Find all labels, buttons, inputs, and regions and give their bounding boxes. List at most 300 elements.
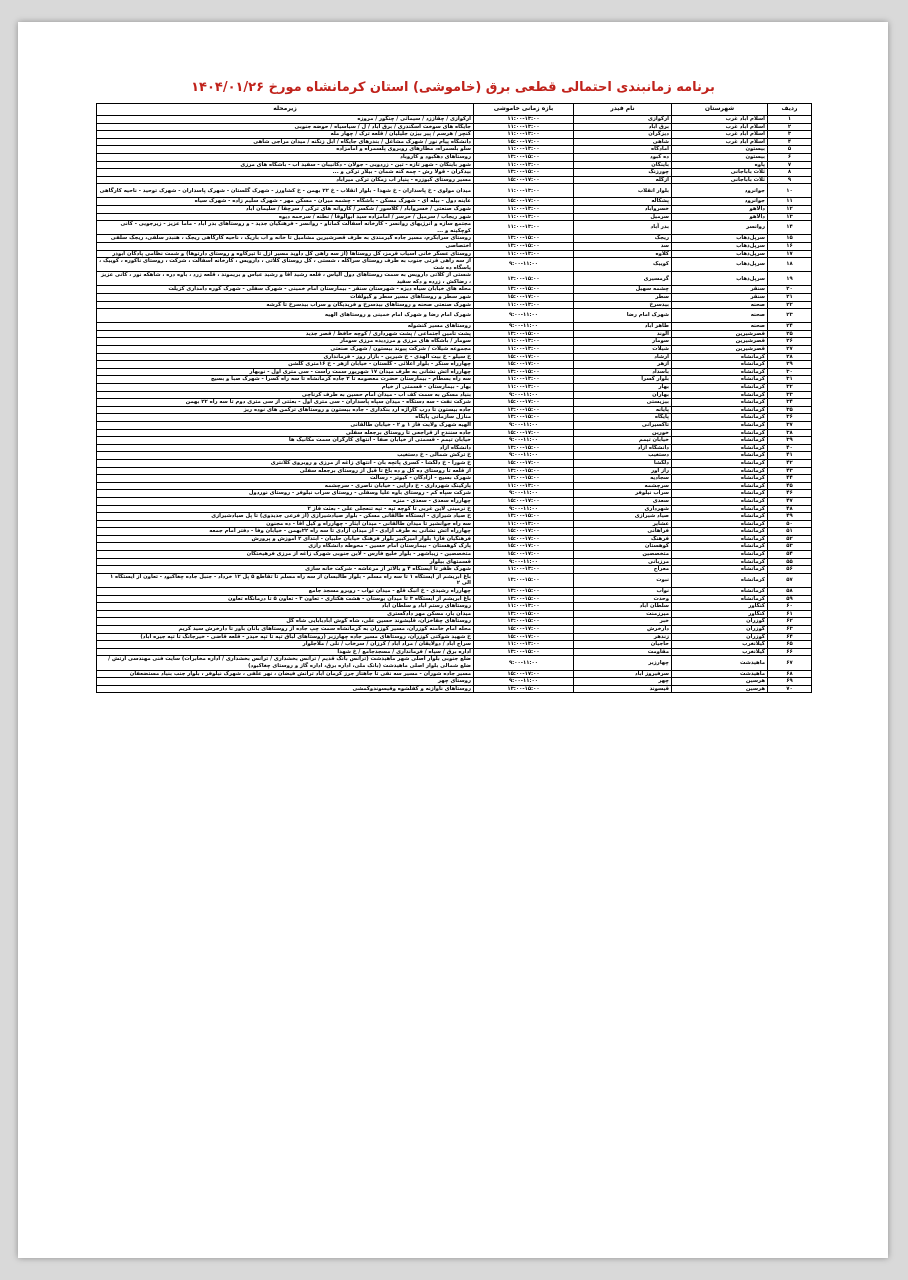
row-area: شستی از کلاتی دارویس به سمت روستاهای دول الیاس ، قلعه رشید آقا و رشید عباس و بریموند ، قلعه زرد ، باوه دره ، شاهکه نور ، کانی عزیز ، رضاکش ، زرده و دکه سفید — [97, 272, 474, 286]
table-row — [97, 444, 812, 452]
table-row — [97, 475, 812, 483]
row-number: ۴۲ — [768, 459, 812, 467]
row-area: چهارراه آتش نشانی به طرف آزادی - از میدان آزادی تا سه راه ۲۲بهمن - خیابان وفا - دفتر امام جمعه — [97, 528, 474, 536]
row-feeder: متخصصین — [574, 551, 672, 559]
row-area: شهر باینگان - شهر تازه - تین - زردویی - جولان - دکانیبان - سفید آب - باشگاه های مرزی — [97, 161, 474, 169]
row-city: قصرشیرین — [672, 338, 768, 346]
row-number: ۲۴ — [768, 323, 812, 331]
row-feeder: زندهر — [574, 633, 672, 641]
row-time-window: ۹:۰۰-۱۱:۰۰ — [474, 421, 574, 429]
row-city: ثلاث باباجانی — [672, 176, 768, 184]
row-feeder: سطر — [574, 294, 672, 302]
row-number: ۵۶ — [768, 566, 812, 574]
table-row — [97, 656, 812, 670]
header-time: بازه زمانی خاموشی — [474, 104, 574, 116]
row-area: کنچر / هرسم / پیر بیژن جلیلیان / قلعه ترک / چهار مله — [97, 131, 474, 139]
row-feeder: ارشاد — [574, 353, 672, 361]
row-time-window: ۱۳:۰۰-۱۵:۰۰ — [474, 648, 574, 656]
row-feeder: مرزبانی — [574, 558, 672, 566]
row-city: بیستون — [672, 146, 768, 154]
table-row — [97, 221, 812, 235]
row-number: ۲۹ — [768, 361, 812, 369]
row-time-window: ۱۵:۰۰-۱۷:۰۰ — [474, 138, 574, 146]
row-number: ۳۶ — [768, 414, 812, 422]
row-number: ۳۱ — [768, 376, 812, 384]
row-feeder: سرمیل — [574, 213, 672, 221]
row-area: ضلع جنوبی بلوار اصلی شهر ماهیدشت (ترانس بانک قدیم / ترانس بخشداری / ترانس بخشداری / اداره مخابرات) سایت فنی مهندسی ارتش / ضلع شمالی بلوار اصلی ماهیدشت (بانک ملی، اداره برق، اداره گاز و روستای چغاکبود) — [97, 656, 474, 670]
row-area: شهر ریجاب / سرمیل / حرسر / امامزاده سید ابوالوفا / نطنه / سرحمه دیوه — [97, 213, 474, 221]
row-city: کرمانشاه — [672, 391, 768, 399]
row-number: ۴۳ — [768, 467, 812, 475]
row-number: ۲۶ — [768, 338, 812, 346]
row-number: ۶۳ — [768, 626, 812, 634]
row-number: ۳۴ — [768, 399, 812, 407]
row-city: سنقر — [672, 286, 768, 294]
table-row — [97, 459, 812, 467]
table-row — [97, 376, 812, 384]
row-time-window: ۱۳:۰۰-۱۵:۰۰ — [474, 272, 574, 286]
row-city: قصرشیرین — [672, 346, 768, 354]
row-time-window: ۱۵:۰۰-۱۷:۰۰ — [474, 429, 574, 437]
table-row — [97, 169, 812, 177]
table-row — [97, 123, 812, 131]
row-time-window: ۱۵:۰۰-۱۷:۰۰ — [474, 198, 574, 206]
row-feeder: ارکوازی — [574, 116, 672, 124]
row-time-window: ۱۵:۰۰-۱۷:۰۰ — [474, 528, 574, 536]
row-city: صحنه — [672, 309, 768, 323]
row-time-window: ۱۳:۰۰-۱۵:۰۰ — [474, 618, 574, 626]
row-city: کرمانشاه — [672, 459, 768, 467]
row-feeder: برق آباد — [574, 123, 672, 131]
row-time-window: ۱۱:۰۰-۱۳:۰۰ — [474, 376, 574, 384]
row-feeder: ازگله — [574, 176, 672, 184]
row-feeder: چهارزبر — [574, 656, 672, 670]
row-city: کرمانشاه — [672, 490, 768, 498]
outage-schedule-table — [96, 103, 812, 693]
row-feeder: سلطان آباد — [574, 603, 672, 611]
row-number: ۲۱ — [768, 294, 812, 302]
row-city: ماهیدشت — [672, 656, 768, 670]
row-area: روستای چهر — [97, 678, 474, 686]
table-row — [97, 213, 812, 221]
row-area: باغ ابریشم از ایستگاه ۳ تا میدان بوستان - هشت هکتاری - تعاون ۳ - تعاون ۵ تا درمانگاه تعاون — [97, 595, 474, 603]
table-row — [97, 520, 812, 528]
table-row — [97, 138, 812, 146]
row-city: سرپل‌ذهاب — [672, 235, 768, 243]
page-title: برنامه زمانبندی احتمالی قطعی برق (خاموشی) استان کرمانشاه مورخ ۱۴۰۴/۰۱/۲۶ — [191, 80, 715, 95]
row-area: میدان بار، مسکن مهر دادگستری — [97, 610, 474, 618]
table-row — [97, 131, 812, 139]
table-row — [97, 452, 812, 460]
table-row — [97, 505, 812, 513]
row-city: کرمانشاه — [672, 421, 768, 429]
table-row — [97, 384, 812, 392]
row-city: اسلام آباد غرب — [672, 116, 768, 124]
row-number: ۷ — [768, 161, 812, 169]
row-city: هرسین — [672, 685, 768, 693]
row-area: شهرک صنعتی / خسروآباد / کلاسور / شکسر / کاروانه های ترکی / سرچقا / سلیمان آباد — [97, 205, 474, 213]
row-number: ۱۵ — [768, 235, 812, 243]
row-number: ۵۱ — [768, 528, 812, 536]
row-city: ماهیدشت — [672, 670, 768, 678]
table-row — [97, 146, 812, 154]
row-number: ۱۱ — [768, 198, 812, 206]
row-time-window: ۱۱:۰۰-۱۳:۰۰ — [474, 520, 574, 528]
row-feeder: میرزمنت — [574, 610, 672, 618]
row-city: کرمانشاه — [672, 497, 768, 505]
row-city: گوزران — [672, 618, 768, 626]
row-city: جوانرود — [672, 184, 768, 198]
row-area: روستای سرابگرم، مسیر جاده گیرمندی به طرف قصرشیرین مشامیل تا خانه و آب باریک ، ناحیه کارگاهی ریجک ، هنبدر سلفی، ریجک سلفی — [97, 235, 474, 243]
row-city: جوانرود — [672, 198, 768, 206]
table-header-row — [97, 104, 812, 116]
row-area: سه راه بسطام - بیمارستان حضرت معصومه تا ۲ جاده کرمانشاه تا سه راه کسرا - شهرک صبا و بسیج — [97, 376, 474, 384]
row-area: بیدکران - قولا رش - چمه کنه شمان - بیلار ترکی و ... — [97, 169, 474, 177]
row-area: اداره برق / سپاه / فرمانداری / مسجدجامع / خ شهدا — [97, 648, 474, 656]
row-feeder: سومار — [574, 338, 672, 346]
row-time-window: ۱۱:۰۰-۱۳:۰۰ — [474, 161, 574, 169]
row-feeder: پایانه — [574, 406, 672, 414]
row-city: کرمانشاه — [672, 573, 768, 587]
row-number: ۲۲ — [768, 301, 812, 309]
row-number: ۶۲ — [768, 618, 812, 626]
row-number: ۶۷ — [768, 656, 812, 670]
row-area: سلو بلسمراه، مطارهای روبروی پلسمراه و امامزاده — [97, 146, 474, 154]
row-feeder: بهار — [574, 384, 672, 392]
table-row — [97, 490, 812, 498]
row-feeder: حاجیان — [574, 641, 672, 649]
row-number: ۶۱ — [768, 610, 812, 618]
row-area: روستاهای دهکبود و کاروباد — [97, 153, 474, 161]
row-area: دانشگاه پیام نور / شهرک مشاغل / بندرهای جایگاه / ابل زنگنه / میدان مراجی شاهی — [97, 138, 474, 146]
row-number: ۱۳ — [768, 213, 812, 221]
row-time-window: ۱۳:۰۰-۱۵:۰۰ — [474, 610, 574, 618]
row-area: شرکت نفت - سه دستگاه - میدان سپاه پاسداران - سی متری اول - بعثتی از سی متری دوم تا سه راه ۲۲ بهمن — [97, 399, 474, 407]
row-area: دانشگاه آزاد — [97, 444, 474, 452]
row-feeder: چورزنگ — [574, 169, 672, 177]
row-time-window: ۹:۰۰-۱۱:۰۰ — [474, 323, 574, 331]
row-time-window: ۹:۰۰-۱۱:۰۰ — [474, 490, 574, 498]
row-area: خیابان تیمم - قسمتی از خیابان صفا - انتهای کارگران سمت مکانیک ها — [97, 437, 474, 445]
row-area: محله امام خامنه کوزران، مسیر کوزران به کرمانشاه سمت چپ جاده از روستاهای بانان باور تا دارخرش سید کریم — [97, 626, 474, 634]
row-time-window: ۱۳:۰۰-۱۵:۰۰ — [474, 330, 574, 338]
row-number: ۲۸ — [768, 353, 812, 361]
document-page — [18, 22, 888, 1258]
row-city: کرمانشاه — [672, 414, 768, 422]
table-row — [97, 421, 812, 429]
header-city: شهرستان — [672, 104, 768, 116]
row-city: گوزران — [672, 633, 768, 641]
row-number: ۴۰ — [768, 444, 812, 452]
row-time-window: ۱۳:۰۰-۱۵:۰۰ — [474, 235, 574, 243]
row-city: گوزران — [672, 626, 768, 634]
row-feeder: خبر — [574, 618, 672, 626]
row-feeder: دلگشا — [574, 459, 672, 467]
table-row — [97, 353, 812, 361]
row-time-window: ۹:۰۰-۱۱:۰۰ — [474, 678, 574, 686]
table-row — [97, 528, 812, 536]
table-row — [97, 670, 812, 678]
row-number: ۳۳ — [768, 391, 812, 399]
row-feeder: باسداد — [574, 368, 672, 376]
table-row — [97, 361, 812, 369]
row-time-window: ۱۵:۰۰-۱۷:۰۰ — [474, 353, 574, 361]
row-number: ۵۳ — [768, 543, 812, 551]
row-city: کرمانشاه — [672, 353, 768, 361]
row-feeder: ازهر — [574, 361, 672, 369]
table-row — [97, 437, 812, 445]
table-row — [97, 294, 812, 302]
row-time-window: ۹:۰۰-۱۱:۰۰ — [474, 558, 574, 566]
row-feeder: چشمه سهیل — [574, 286, 672, 294]
row-city: کرمانشاه — [672, 467, 768, 475]
row-city: بیستون — [672, 153, 768, 161]
table-row — [97, 482, 812, 490]
row-city: قصرشیرین — [672, 330, 768, 338]
row-number: ۱۲ — [768, 205, 812, 213]
row-time-window: ۹:۰۰-۱۱:۰۰ — [474, 437, 574, 445]
row-city: کرمانشاه — [672, 437, 768, 445]
row-area: خ شهید شوکتی کوزران، روستاهای مسیر جاده چهارزبر (روستاهای لباق تپه تا تپه حیدر - قلعه قاضی - خیرجانگ تا تپه جیره آباد) — [97, 633, 474, 641]
row-time-window: ۱۵:۰۰-۱۷:۰۰ — [474, 551, 574, 559]
row-feeder: پشکاله — [574, 198, 672, 206]
row-feeder: بدر آباد — [574, 221, 672, 235]
row-feeder: عشایر — [574, 520, 672, 528]
row-area: محله های خیابان سیاه دیزه - شهرستان سنقر - بیمارستان امام خمینی - شهرک سفلی - شهرک کوره دامداری کزیلت — [97, 286, 474, 294]
row-number: ۳۷ — [768, 421, 812, 429]
table-row — [97, 391, 812, 399]
row-city: سرپل‌ذهاب — [672, 250, 768, 258]
row-area: خ صیاد شیرازی - ایستگاه طالقانی مسکن - بلوار صیادشیرازی (از فرعی جدیدوی) تا پل صیادشیرازی — [97, 513, 474, 521]
row-area: خ شورا - خ دلگشا - کسری پاتچه بان - انتهای زاغه از مرزی و روبروی کلانتری — [97, 459, 474, 467]
row-feeder: بیزیستی — [574, 399, 672, 407]
row-area: چهارراه رشیدی - خ انبک قلع - میدان نواب - روبرو مسجد جامع — [97, 588, 474, 596]
row-feeder: صیاد شیرازی — [574, 513, 672, 521]
row-time-window: ۱۱:۰۰-۱۳:۰۰ — [474, 146, 574, 154]
row-feeder: دیزگران — [574, 131, 672, 139]
table-row — [97, 272, 812, 286]
row-city: کرمانشاه — [672, 543, 768, 551]
row-time-window: ۹:۰۰-۱۱:۰۰ — [474, 309, 574, 323]
table-row — [97, 641, 812, 649]
table-row — [97, 176, 812, 184]
row-feeder: چهر — [574, 678, 672, 686]
row-number: ۵۸ — [768, 588, 812, 596]
row-time-window: ۱۵:۰۰-۱۷:۰۰ — [474, 294, 574, 302]
table-row — [97, 558, 812, 566]
row-city: کرمانشاه — [672, 588, 768, 596]
row-time-window: ۹:۰۰-۱۱:۰۰ — [474, 505, 574, 513]
row-area: جایگاه های سوخت اسکندری / برق آباد / ل / سیاسیاه / حوضه جنوبی — [97, 123, 474, 131]
row-number: ۵۹ — [768, 595, 812, 603]
table-row — [97, 301, 812, 309]
table-row — [97, 198, 812, 206]
row-time-window: ۱۳:۰۰-۱۵:۰۰ — [474, 588, 574, 596]
row-time-window: ۱۵:۰۰-۱۷:۰۰ — [474, 633, 574, 641]
table-row — [97, 323, 812, 331]
row-feeder: قیسوند — [574, 685, 672, 693]
row-feeder: سعدی — [574, 497, 672, 505]
row-feeder: الوند — [574, 330, 672, 338]
row-number: ۶۵ — [768, 641, 812, 649]
row-time-window: ۱۱:۰۰-۱۳:۰۰ — [474, 482, 574, 490]
row-time-window: ۱۱:۰۰-۱۳:۰۰ — [474, 301, 574, 309]
row-time-window: ۱۵:۰۰-۱۷:۰۰ — [474, 670, 574, 678]
row-number: ۲۰ — [768, 286, 812, 294]
row-area: چهارراه سنگر - بلوار اعلائی - گلستان - خیابان ازهر - خ ۱۶متری گلشن — [97, 361, 474, 369]
row-area: پارکینگ شهرداری - خ دارایی - خیابان ناصری - سرچشمه — [97, 482, 474, 490]
row-city: دالاهو — [672, 205, 768, 213]
row-number: ۱۰ — [768, 184, 812, 198]
row-feeder: کوییک — [574, 258, 672, 272]
row-feeder: دستغیب — [574, 452, 672, 460]
table-row — [97, 467, 812, 475]
table-row — [97, 235, 812, 243]
row-area: جاده بیستون تا درب گاراژه آرد بنکداری - جاده بیستون و روستاهای ترکمن های نوده ریز — [97, 406, 474, 414]
table-row — [97, 551, 812, 559]
row-time-window: ۱۱:۰۰-۱۳:۰۰ — [474, 213, 574, 221]
row-city: روانسر — [672, 221, 768, 235]
row-city: کرمانشاه — [672, 452, 768, 460]
row-feeder: شهرک امام رضا — [574, 309, 672, 323]
row-city: هرسین — [672, 678, 768, 686]
row-time-window: ۱۵:۰۰-۱۷:۰۰ — [474, 497, 574, 505]
row-feeder: خورین — [574, 429, 672, 437]
row-time-window: ۱۳:۰۰-۱۵:۰۰ — [474, 414, 574, 422]
row-area: بهار - بیمارستان - قسمتی از خیام — [97, 384, 474, 392]
row-area: روستای عسگر خانی آسیاب قرمز، کل روستاها (از سه راهی کل داوید مسیر ازل تا تیرکاوه و روستای دارتوها) و شمت نظامی پادگان ابوذر — [97, 250, 474, 258]
row-number: ۵ — [768, 146, 812, 154]
row-time-window: ۱۵:۰۰-۱۷:۰۰ — [474, 176, 574, 184]
row-city: کرمانشاه — [672, 551, 768, 559]
row-number: ۴۹ — [768, 513, 812, 521]
row-number: ۶۰ — [768, 603, 812, 611]
row-city: کرمانشاه — [672, 376, 768, 384]
row-time-window: ۱۳:۰۰-۱۵:۰۰ — [474, 444, 574, 452]
row-feeder: خیابان تیمم — [574, 437, 672, 445]
row-number: ۱۶ — [768, 242, 812, 250]
row-time-window: ۱۵:۰۰-۱۷:۰۰ — [474, 535, 574, 543]
table-row — [97, 626, 812, 634]
row-area: مجموعه شیلات / شرکت پیوند بیستون / شهرک صنعتی — [97, 346, 474, 354]
row-city: کرمانشاه — [672, 444, 768, 452]
table-row — [97, 633, 812, 641]
table-row — [97, 610, 812, 618]
row-feeder: باینگان — [574, 161, 672, 169]
row-feeder: بیدسرخ — [574, 301, 672, 309]
table-row — [97, 242, 812, 250]
row-city: کرمانشاه — [672, 566, 768, 574]
row-time-window: ۱۳:۰۰-۱۵:۰۰ — [474, 475, 574, 483]
row-feeder: تاکسیرانی — [574, 421, 672, 429]
row-number: ۳ — [768, 131, 812, 139]
row-area: روستاهای ناوازنه و کفلشوه وقیسوندوکمشی — [97, 685, 474, 693]
row-time-window: ۱۱:۰۰-۱۳:۰۰ — [474, 131, 574, 139]
row-number: ۱۸ — [768, 258, 812, 272]
table-row — [97, 258, 812, 272]
row-number: ۴۴ — [768, 475, 812, 483]
row-number: ۷۰ — [768, 685, 812, 693]
row-city: اسلام آباد غرب — [672, 123, 768, 131]
row-number: ۶۴ — [768, 633, 812, 641]
table-row — [97, 513, 812, 521]
table-row — [97, 406, 812, 414]
row-city: سرپل‌ذهاب — [672, 242, 768, 250]
row-feeder: شاهی — [574, 138, 672, 146]
row-area: شهر سطر و روستاهای مسیر سطر و گیولقات — [97, 294, 474, 302]
row-city: صحنه — [672, 323, 768, 331]
row-number: ۵۴ — [768, 551, 812, 559]
row-time-window: ۱۳:۰۰-۱۵:۰۰ — [474, 595, 574, 603]
row-time-window: ۱۱:۰۰-۱۳:۰۰ — [474, 221, 574, 235]
row-time-window: ۱۱:۰۰-۱۳:۰۰ — [474, 116, 574, 124]
row-city: گیلانغرب — [672, 648, 768, 656]
table-row — [97, 685, 812, 693]
row-time-window: ۹:۰۰-۱۱:۰۰ — [474, 656, 574, 670]
row-city: گیلانغرب — [672, 641, 768, 649]
row-feeder: دانشگاه آزاد — [574, 444, 672, 452]
row-area: روستاهای چقاخزان، قلیشوند حسین علی، شاه گوش آبادبابایی شاه گل — [97, 618, 474, 626]
row-city: کرمانشاه — [672, 535, 768, 543]
row-time-window: ۱۵:۰۰-۱۷:۰۰ — [474, 626, 574, 634]
row-city: کرمانشاه — [672, 429, 768, 437]
row-time-window: ۱۱:۰۰-۱۳:۰۰ — [474, 250, 574, 258]
row-feeder: شهرداری — [574, 505, 672, 513]
row-feeder: ریجک — [574, 235, 672, 243]
table-row — [97, 399, 812, 407]
row-feeder: سرفیروز آباد — [574, 670, 672, 678]
row-time-window: ۱۱:۰۰-۱۳:۰۰ — [474, 384, 574, 392]
row-area: روستاهای رستم آباد و سلطان اباد — [97, 603, 474, 611]
row-area: شرکت سپاه کم - روستای باوه علیا وسفلی - روستای سراب نیلوفر - روستای نوردول — [97, 490, 474, 498]
row-feeder: نبوت — [574, 573, 672, 587]
table-row — [97, 309, 812, 323]
row-feeder: سد — [574, 242, 672, 250]
row-city: سرپل‌ذهاب — [672, 272, 768, 286]
row-time-window: ۱۳:۰۰-۱۵:۰۰ — [474, 513, 574, 521]
row-number: ۴۶ — [768, 490, 812, 498]
row-number: ۶ — [768, 153, 812, 161]
row-number: ۲۵ — [768, 330, 812, 338]
row-feeder: کوهستان — [574, 543, 672, 551]
row-feeder: طاهر آباد — [574, 323, 672, 331]
row-city: ثلاث باباجانی — [672, 169, 768, 177]
row-area: خ نرمینی لاین غربی تا کوچه تپه - تپه تنعجلی علی - بعثت فاز ۲ — [97, 505, 474, 513]
row-city: پاوه — [672, 161, 768, 169]
row-city: کرمانشاه — [672, 595, 768, 603]
row-area: سه راه جوانشیر تا میدان طالقانی - میدان ایثار - چهارراه و کیل آقا - ده مجنون — [97, 520, 474, 528]
row-feeder: نواب — [574, 588, 672, 596]
table-row — [97, 543, 812, 551]
row-city: کرمانشاه — [672, 482, 768, 490]
row-time-window: ۱۱:۰۰-۱۳:۰۰ — [474, 338, 574, 346]
row-feeder: ده کبود — [574, 153, 672, 161]
row-city: دالاهو — [672, 213, 768, 221]
table-row — [97, 153, 812, 161]
row-time-window: ۱۳:۰۰-۱۵:۰۰ — [474, 685, 574, 693]
row-area: جاده سنندج از قراجعی تا روستای برجعله سفلی — [97, 429, 474, 437]
row-number: ۴۸ — [768, 505, 812, 513]
row-city: کنگاور — [672, 610, 768, 618]
row-time-window: ۱۱:۰۰-۱۳:۰۰ — [474, 566, 574, 574]
table-row — [97, 184, 812, 198]
table-row — [97, 346, 812, 354]
row-number: ۲ — [768, 123, 812, 131]
row-number: ۳۰ — [768, 368, 812, 376]
row-city: سرپل‌ذهاب — [672, 258, 768, 272]
table-row — [97, 250, 812, 258]
row-area: روستاهای مسیر کنشوله — [97, 323, 474, 331]
